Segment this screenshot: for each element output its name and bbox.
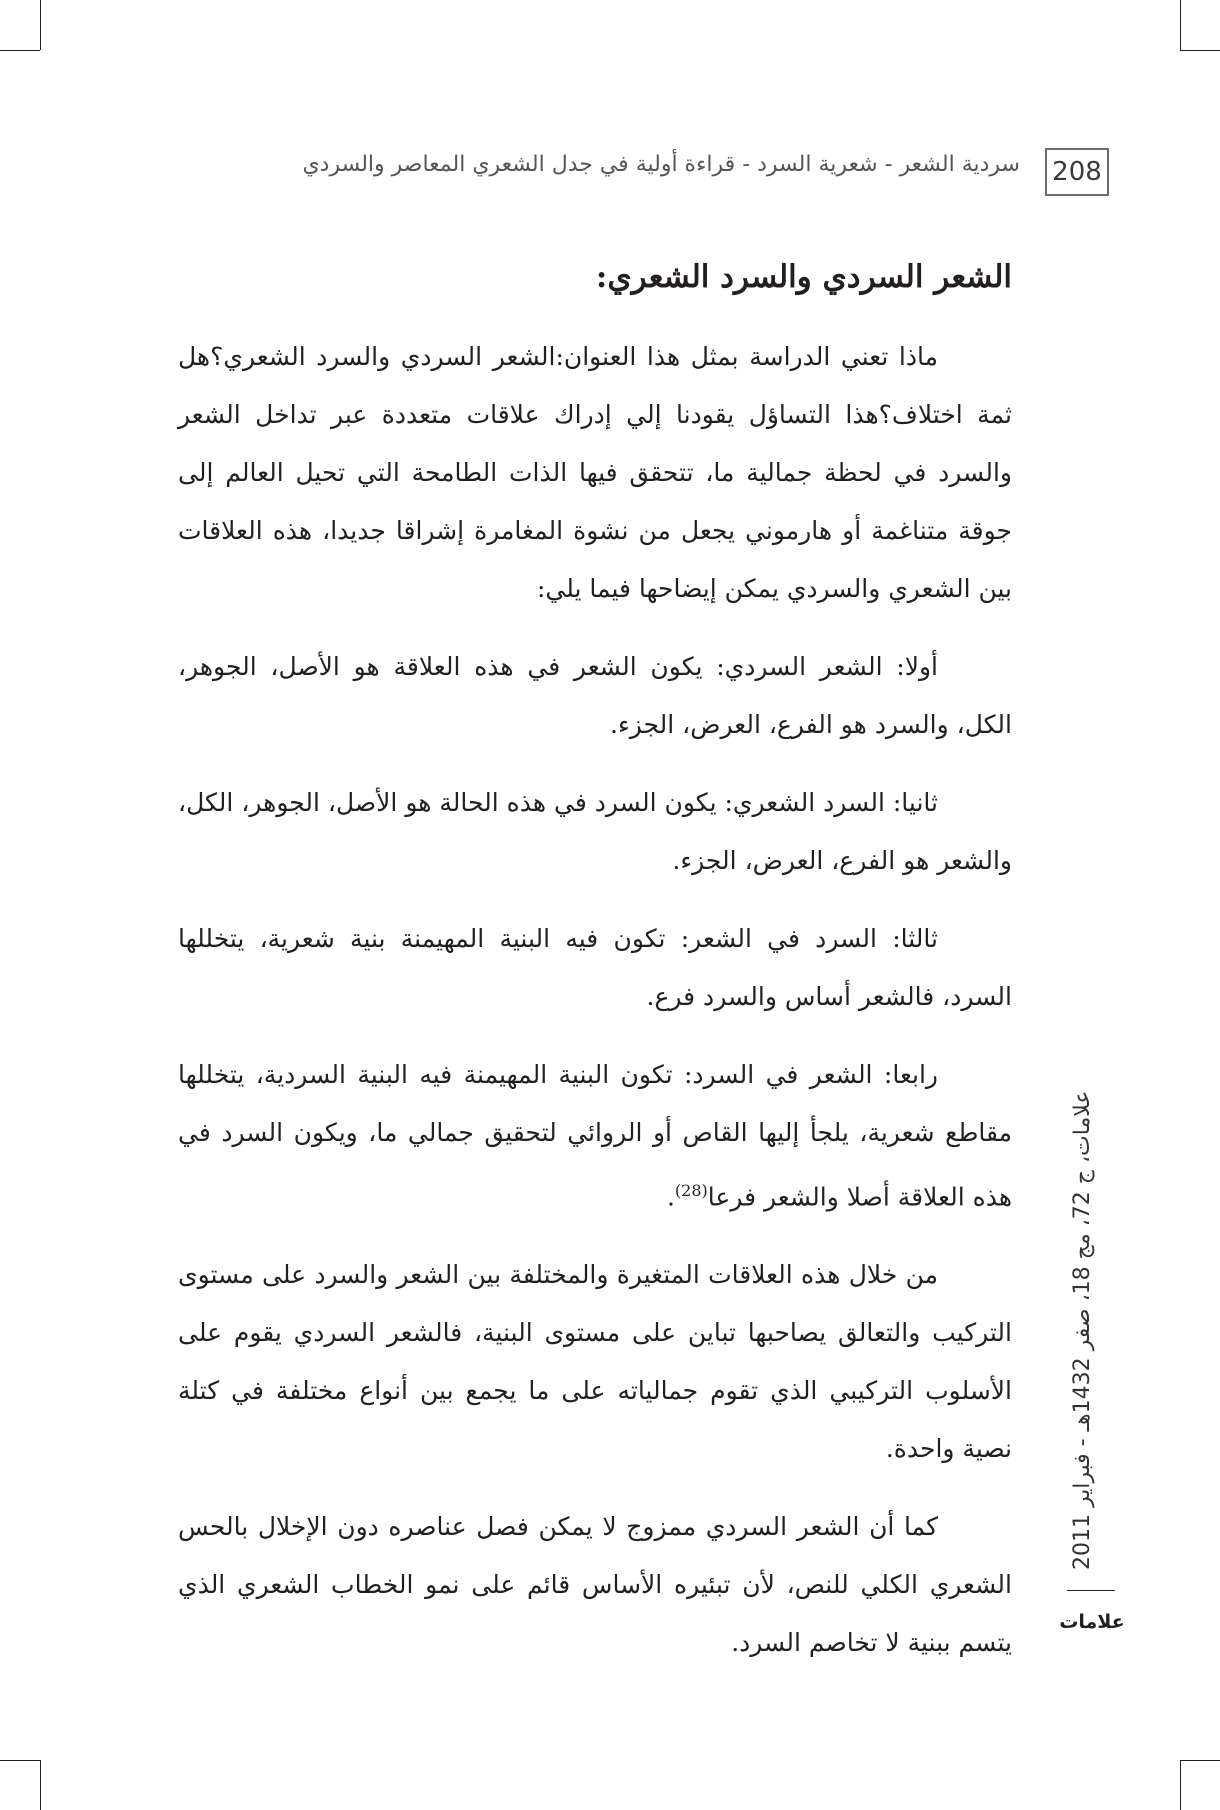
journal-divider xyxy=(1067,1590,1115,1591)
paragraph-second: ثانيا: السرد الشعري: يكون السرد في هذه الحالة هو الأصل، الجوهر، الكل، والشعر هو الفرع، العرض، الجزء. xyxy=(178,788,1012,875)
running-header: سردية الشعر - شعرية السرد - قراءة أولية في جدل الشعري المعاصر والسردي xyxy=(302,152,1020,177)
footnote-tail: . xyxy=(666,1182,675,1212)
paragraph-intro: ماذا تعني الدراسة بمثل هذا العنوان:الشعر السردي والسرد الشعري؟هل ثمة اختلاف؟هذا التساؤل يقودنا إلي إدراك علاقات متعددة عبر تداخل الشعر والسرد في لحظة جمالية ما، تتحقق فيها الذات الطامحة التي تحيل العالم إلى جوقة متناغمة أو هارموني يجعل من نشوة المغامرة إشراقا جديدا، هذه العلاقات بين الشعري والسردي يمكن إيضاحها فيما يلي: xyxy=(178,342,1012,603)
journal-issue-info: علامات، ج 72، مج 18، صفر 1432هـ - فبراير 2011 xyxy=(1070,1090,1095,1570)
page-number: 208 xyxy=(1045,148,1109,196)
paragraph-relations: من خلال هذه العلاقات المتغيرة والمختلفة بين الشعر والسرد على مستوى التركيب والتعالق يصاحبها تباين على مستوى البنية، فالشعر السردي يقوم على الأسلوب التركيبي الذي تقوم جمالياته على ما يجمع بين أنواع مختلفة في كتلة نصية واحدة. xyxy=(178,1260,1012,1464)
crop-mark-top-left-h xyxy=(0,50,40,51)
crop-mark-bottom-right xyxy=(1180,1760,1181,1810)
crop-mark-top-right xyxy=(1180,0,1181,50)
crop-mark-bottom-right-h xyxy=(1180,1760,1220,1761)
paragraph-fourth xyxy=(178,1046,1012,1226)
crop-mark-top-left xyxy=(40,0,41,50)
paragraph-first: أولا: الشعر السردي: يكون الشعر في هذه العلاقة هو الأصل، الجوهر، الكل، والسرد هو الفرع، العرض، الجزء. xyxy=(178,652,1012,739)
footnote-reference: (28) xyxy=(674,1181,708,1200)
paragraph-fourth-text: رابعا: الشعر في السرد: تكون البنية المهيمنة فيه البنية السردية، يتخللها مقاطع شعرية، يلجأ إليها القاص أو الروائي لتحقيق جمالي ما، ويكون السرد في هذه العلاقة أصلا والشعر فرعا xyxy=(178,1060,1012,1212)
crop-mark-top-right-h xyxy=(1180,50,1220,51)
crop-mark-bottom-left-h xyxy=(0,1760,40,1761)
paragraph-third: ثالثا: السرد في الشعر: تكون فيه البنية المهيمنة بنية شعرية، يتخللها السرد، فالشعر أساس والسرد فرع. xyxy=(178,924,1012,1011)
section-heading: الشعر السردي والسرد الشعري: xyxy=(595,259,1012,295)
journal-logo: علامات xyxy=(1059,1611,1125,1633)
crop-mark-bottom-left xyxy=(40,1760,41,1810)
paragraph-conclusion: كما أن الشعر السردي ممزوج لا يمكن فصل عناصره دون الإخلال بالحس الشعري الكلي للنص، لأن تبئيره الأساس قائم على نمو الخطاب الشعري الذي يتسم ببنية لا تخاصم السرد. xyxy=(178,1512,1012,1658)
article-body xyxy=(178,250,1012,1692)
